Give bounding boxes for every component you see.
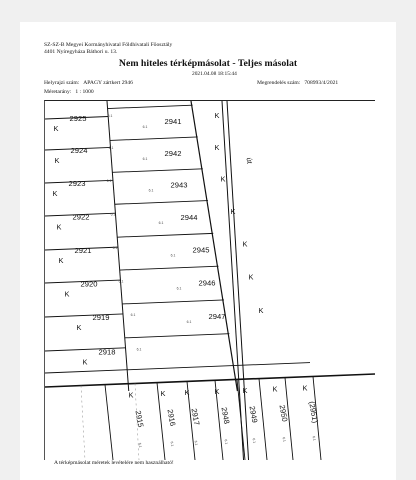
street-label: út	[244, 156, 255, 165]
small-mark-right-4: 6.1	[170, 253, 176, 258]
k-mark-bottom-5: K	[272, 384, 278, 394]
office-address	[44, 42, 172, 56]
small-mark-bottom-3: 6.1	[223, 439, 229, 445]
plot-number-value: APAGY zártkert 2946	[83, 80, 133, 86]
k-mark-left-4: K	[58, 256, 64, 266]
parcel-label-2924: 2924	[70, 146, 88, 156]
order-number-line	[257, 80, 338, 86]
plot-number-label: Helyrajzi szám:	[44, 80, 80, 86]
small-mark-left-5: 6.1	[118, 279, 124, 284]
boundary-right-0	[108, 105, 193, 108]
parcel-label-2919: 2919	[92, 312, 110, 322]
parcel-label-2915: 2915	[133, 409, 146, 429]
plot-number-line	[44, 80, 133, 86]
parcel-label-2948: 2948	[219, 406, 232, 425]
scale-value: 1 : 1000	[75, 89, 94, 95]
parcel-label-2943: 2943	[170, 180, 188, 190]
k-mark-right-2: K	[220, 174, 226, 184]
small-mark-bottom-6: 6.1	[311, 435, 317, 442]
parcel-label-2951: (2951)	[307, 400, 320, 424]
cadastral-map	[44, 100, 375, 460]
small-mark-left-0: 6.1	[107, 114, 113, 119]
small-mark-bottom-2: 6.1	[193, 440, 199, 446]
k-mark-left-2: K	[52, 189, 58, 199]
small-mark-right-5: 6.1	[176, 286, 182, 291]
k-mark-left-1: K	[54, 156, 60, 166]
parcel-labels	[53, 111, 320, 448]
parcel-label-2920: 2920	[80, 279, 98, 289]
k-mark-bottom-1: K	[160, 389, 166, 399]
issue-datetime: 2021.04.08 18:15:44	[192, 71, 237, 77]
parcel-label-2945: 2945	[192, 245, 210, 255]
order-number-value: 708993/4/2021	[304, 80, 339, 86]
map-copy-sheet	[20, 22, 396, 480]
small-mark-left-3: 6.1	[110, 212, 116, 217]
boundary-right-1	[110, 137, 198, 140]
parcel-label-2917: 2917	[189, 407, 202, 426]
small-mark-bottom-0: 6.1	[137, 442, 143, 448]
strip-top-boundary	[45, 374, 375, 387]
k-mark-right-0: K	[214, 110, 220, 120]
boundary-right-2	[113, 169, 203, 173]
scale-line	[44, 89, 94, 95]
small-mark-right-2: 6.1	[148, 188, 154, 193]
boundary-right-6	[122, 300, 224, 304]
parcel-label-2946: 2946	[198, 278, 216, 288]
k-mark-right-1: K	[214, 142, 220, 152]
k-mark-left-6: K	[76, 322, 82, 332]
k-mark-bottom-4: K	[242, 385, 248, 395]
strip-divider-5	[259, 379, 267, 460]
strip-dashed-line-0	[81, 386, 85, 460]
office-street: 4401 Nyíregyháza Báthori u. 13.	[44, 49, 118, 55]
k-mark-right-3: K	[230, 206, 236, 216]
road-east-edge	[227, 101, 249, 460]
k-mark-bottom-6: K	[302, 383, 308, 393]
parcel-label-2950: 2950	[277, 404, 290, 423]
small-mark-left-4: 6.1	[112, 246, 118, 251]
order-number-label: Megrendelés szám:	[257, 80, 301, 86]
small-mark-left-2: 6.1	[106, 179, 112, 184]
strip-divider-0	[105, 385, 113, 460]
parcel-label-2925: 2925	[69, 114, 87, 124]
small-mark-right-0: 6.1	[142, 124, 148, 129]
parcel-label-2921: 2921	[74, 246, 92, 256]
small-mark-bottom-4: 6.1	[251, 438, 257, 444]
k-mark-right-5: K	[248, 272, 254, 282]
cadastral-map-svg	[45, 101, 375, 460]
boundary-right-7	[125, 334, 229, 338]
boundary-right-4	[117, 233, 213, 237]
k-mark-left-5: K	[64, 289, 70, 299]
scale-label: Méretarány:	[44, 89, 72, 95]
parcel-label-2923: 2923	[68, 179, 86, 189]
k-mark-bottom-3: K	[214, 386, 220, 396]
k-mark-left-7: K	[82, 357, 88, 367]
small-mark-left-7: 6.1	[136, 347, 142, 352]
parcel-label-2944: 2944	[180, 212, 198, 222]
document-title: Nem hiteles térképmásolat - Teljes másolat	[118, 58, 298, 69]
k-mark-bottom-2: K	[184, 388, 190, 398]
parcel-label-2922: 2922	[72, 212, 90, 222]
k-mark-left-0: K	[53, 124, 59, 134]
parcel-label-2942: 2942	[164, 148, 182, 158]
small-mark-right-3: 6.1	[158, 220, 164, 225]
small-mark-bottom-5: 6.1	[281, 436, 287, 443]
k-mark-right-6: K	[258, 306, 264, 316]
office-name: SZ-SZ-B Megyei Kormányhivatal Földhivatali Főosztály	[44, 42, 173, 48]
small-mark-left-1: 6.1	[108, 146, 114, 151]
footer-note: A térképmásolat méretek levételére nem használható!	[54, 460, 174, 466]
boundary-right-3	[115, 201, 208, 205]
small-mark-left-6: 6.1	[130, 312, 136, 317]
k-mark-left-3: K	[56, 222, 62, 232]
parcel-label-2918: 2918	[98, 347, 116, 357]
k-mark-right-4: K	[242, 239, 248, 249]
parcel-label-2949: 2949	[247, 405, 260, 424]
small-mark-bottom-1: 6.1	[169, 441, 175, 447]
parcel-label-2941: 2941	[164, 116, 182, 126]
k-mark-bottom-0: K	[128, 390, 134, 400]
small-mark-right-6: 6.1	[186, 320, 192, 325]
boundary-right-5	[120, 266, 219, 270]
boundary-left-6	[45, 314, 123, 317]
parcel-label-2947: 2947	[208, 312, 226, 322]
small-mark-right-1: 6.1	[142, 156, 148, 161]
parcel-label-2916: 2916	[165, 408, 178, 427]
